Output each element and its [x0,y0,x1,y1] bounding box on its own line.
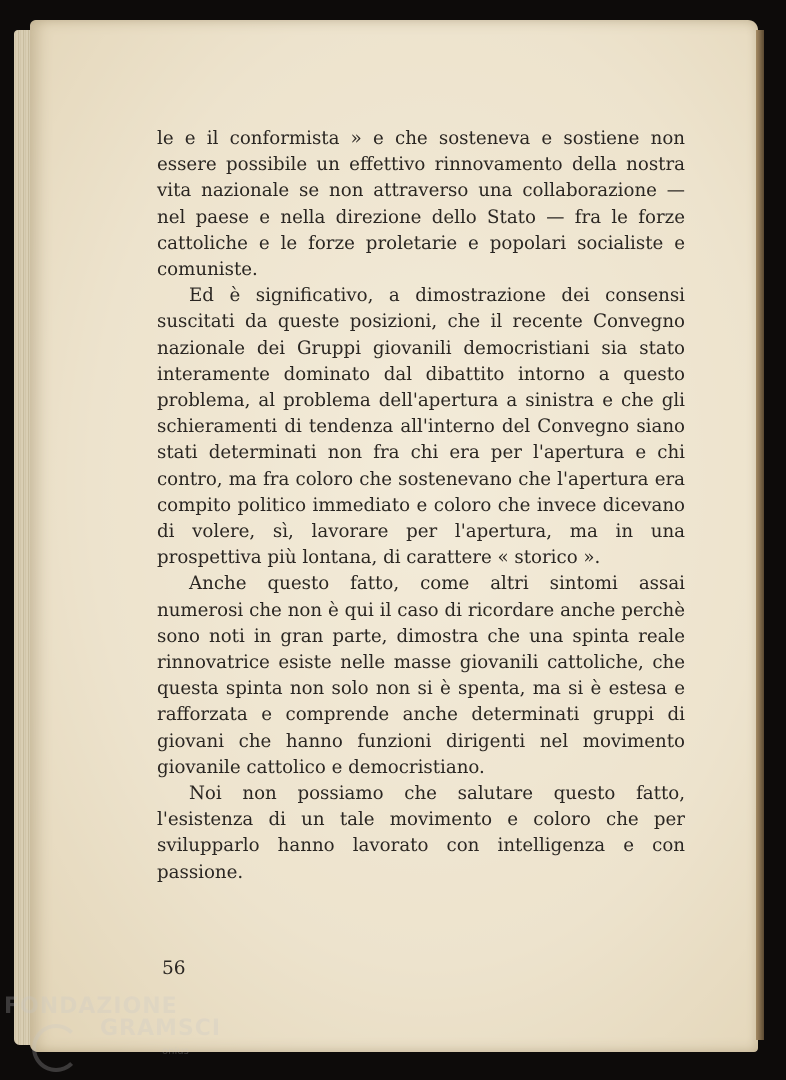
paragraph-1: le e il conformista » e che sosteneva e sostiene non essere possibile un effettivo rinnovamento della nostra vita nazionale se non attraverso una collaborazione — nel paese e nella direzione dello Stato — fra le forze cattoliche e le forze proletarie e popolari socialiste e comuniste. [157,128,685,281]
watermark-ring-icon [32,1024,80,1072]
watermark-line-3: onlus [162,1046,189,1057]
paragraph-2: Ed è significativo, a dimostrazione dei consensi suscitati da queste posizioni, che il recente Convegno nazionale dei Gruppi giovanili democristiani sia stato interamente dominato dal dibattito intorno a questo problema, al problema dell'apertura a sinistra e che gli schieramenti di tendenza all'interno del Convegno siano stati determinati non fra chi era per l'apertura e chi contro, ma fra coloro che sostenevano che l'apertura era compito politico immediato e coloro che invece dicevano di volere, sì, lavorare per l'apertura, ma in una prospettiva più lontana, di carattere « storico ». [157,285,685,569]
watermark-line-2: GRAMSCI [100,1016,222,1041]
foundation-watermark [4,990,222,1070]
paragraph-3: Anche questo fatto, come altri sintomi assai numerosi che non è qui il caso di ricordare anche perchè sono noti in gran parte, dimostra che una spinta reale rinnovatrice esiste nelle masse giovanili cattoliche, che questa spinta non solo non si è spenta, ma si è estesa e rafforzata e comprende anche determinati gruppi di giovani che hanno funzioni dirigenti nel movimento giovanile cattolico e democristiano. [157,573,685,778]
paragraph-4: Noi non possiamo che salutare questo fatto, l'esistenza di un tale movimento e coloro che per svilupparlo hanno lavorato con intelligenza e con passione. [157,783,685,883]
binding-shadow [756,30,764,1040]
page-number: 56 [162,958,186,979]
watermark-line-1: FONDAZIONE [4,994,178,1019]
body-text [157,126,685,886]
